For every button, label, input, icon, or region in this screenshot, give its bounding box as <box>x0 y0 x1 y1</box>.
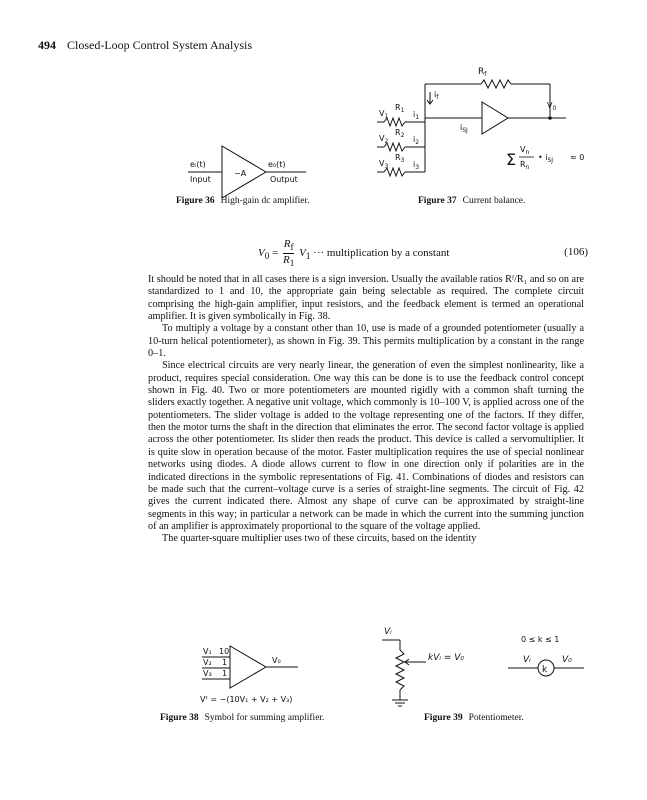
figure-38-caption <box>160 713 324 723</box>
fig37-i3: i <box>413 160 416 169</box>
fig37-rf-resistor <box>481 80 511 88</box>
svg-text:i3: $i_3$ <box>413 160 420 171</box>
svg-text:i2: $i_2$ <box>413 135 420 146</box>
svg-text:V2: $V_2$ <box>379 134 389 145</box>
fig38-g2: 1 <box>222 658 228 667</box>
fig37-sigma: Σ <box>506 150 517 169</box>
fig39-k-symbol <box>538 660 554 676</box>
paragraph: Since electrical circuits are very nearly linear, the generation of even the simplest nonlinearity, like a product, requires special consideration. One way this can be done is to use the feedback control concept shown in Fig. 40. Two or more potentiometers are mounted rigidly with a common shaft turning the sliders exactly together. A negative unit voltage, which commonly is 10–100 V, is applied across one of the potentiometers. The slider voltage is added to the voltage representing one of the factors. If they differ, then the motor turns the shaft in the direction that eliminates the error. The second factor voltage is applied across the other potentiometer. Its slider then reads the product. This device is called a servomultiplier. It is quite slow in operation because of the motor. Faster multiplication requires the use of special nonlinear networks using diodes. A diode allows current to flow in one direction only if polarities are in the indicated directions in the symbolic representations of Fig. 41. Combinations of diodes and resistors can be made such that the current–voltage curve is a series of straight-line segments. The circuit of Fig. 42 gives the current indicated there. Almost any shape of curve can be approximated by straight-line segments in this way; in particular a network can be made in which the current into the summing junction of an amplifier is approximately proportional to the square of the voltage applied. <box>148 360 584 532</box>
fig37-isj: i <box>460 123 463 132</box>
fig37-v3: V <box>379 159 385 168</box>
figure-37-caption-text: Current balance. <box>462 196 526 206</box>
svg-text:Rn: $R_n$ <box>520 160 530 171</box>
fig37-r2: R <box>395 128 401 137</box>
eq-number: (106) <box>564 246 588 258</box>
svg-text:Rf: $R_f$ <box>478 67 487 78</box>
svg-text:R2: $R_2$ <box>395 128 405 139</box>
fig37-v1: V <box>379 109 385 118</box>
svg-text:• iSJ: • $i_{SJ}$ <box>538 153 554 164</box>
fig38-amplifier <box>230 646 266 688</box>
svg-text:Vn: $V_n$ <box>520 145 530 156</box>
fig37-vo: V <box>547 101 553 110</box>
fig39-kvi: kVᵢ = V₀ <box>428 653 465 663</box>
fig36-output-label: Output <box>270 175 298 184</box>
figure-37-caption <box>418 196 525 206</box>
fig38-g3: 1 <box>222 669 228 678</box>
svg-text:R1: $R_1$ <box>395 103 405 114</box>
fig37-r2-resistor <box>384 143 405 151</box>
svg-text:V1: $V_1$ <box>379 109 389 120</box>
fig38-v3: V₃ <box>203 669 212 678</box>
eq-fraction: $\frac{R_f}{R_1}$ <box>283 238 295 269</box>
fig39-k: k <box>542 665 548 675</box>
fig37-r1: R <box>395 103 401 112</box>
fig37-r1-resistor <box>384 118 405 126</box>
svg-text:R3: $R_3$ <box>395 153 405 164</box>
fig37-r3: R <box>395 153 401 162</box>
fig37-i1: i <box>413 110 416 119</box>
eq-equals: = <box>272 247 279 260</box>
fig36-input-signal: eᵢ(t) <box>190 160 206 169</box>
fig36-input-label: Input <box>190 175 211 184</box>
fig39-vi-top: Vᵢ <box>384 627 392 637</box>
fig36-gain: −A <box>234 169 247 178</box>
fig36-output-signal: e₀(t) <box>268 160 286 169</box>
figure-37-label: Figure 37 <box>418 196 457 206</box>
figure-36-caption-text: High-gain dc amplifier. <box>220 196 310 206</box>
figure-36-label: Figure 36 <box>176 196 215 206</box>
figure-38-label: Figure 38 <box>160 713 199 723</box>
fig39-vi: Vᵢ <box>523 655 531 665</box>
svg-text:V0: $V_0$ <box>547 101 557 112</box>
fig37-if: i <box>434 90 437 99</box>
svg-text:V3: $V_3$ <box>379 159 389 170</box>
fig39-potentiometer <box>396 650 404 690</box>
fig37-sum-tail: • i <box>538 153 548 162</box>
fig37-v2: V <box>379 134 385 143</box>
fig38-vo: V₀ <box>272 656 281 665</box>
svg-text:if: $i_f$ <box>434 90 439 101</box>
running-title: Closed-Loop Control System Analysis <box>67 38 253 52</box>
paragraph: It should be noted that in all cases there is a sign inversion. Usually the available ratios Rᶠ/R₁ and so on are standardized to 1 and 10, the appropriate gain being selectable as required. The complete circuit comprising the high-gain amplifier, input resistors, and the feedback element is termed an operational amplifier. It is given symbolically in Fig. 38. <box>148 274 584 323</box>
eq-tail: ··· multiplication by a constant <box>313 247 450 260</box>
fig37-r3-resistor <box>384 168 405 176</box>
eq-lhs: $V_0$ <box>258 247 270 262</box>
fig37-amplifier <box>482 102 508 134</box>
fig37-i2: i <box>413 135 416 144</box>
figure-39-caption-text: Potentiometer. <box>468 713 524 723</box>
fig36-amplifier-triangle <box>222 146 266 198</box>
fig39-range: 0 ≤ k ≤ 1 <box>521 635 560 644</box>
fig38-v2: V₂ <box>203 658 212 667</box>
paragraph: The quarter-square multiplier uses two of these circuits, based on the identity <box>162 533 477 545</box>
paragraph: To multiply a voltage by a constant other than 10, use is made of a grounded potentiometer (usually a 10-turn helical potentiometer), as shown in Fig. 39. This permits multiplication by a constant in the range 0–1. <box>148 323 584 360</box>
page-number: 494 <box>38 38 56 52</box>
fig37-sum-vn: V <box>520 145 526 154</box>
figure-39-label: Figure 39 <box>424 713 463 723</box>
fig37-rf: R <box>478 67 485 77</box>
svg-text:iSJ: $i_{SJ}$ <box>460 123 468 134</box>
figure-39-caption <box>424 713 524 723</box>
figure-36-caption <box>176 196 310 206</box>
svg-text:i1: $i_1$ <box>413 110 420 121</box>
fig37-sum-approx: ≈ 0 <box>570 153 585 162</box>
figure-38-caption-text: Symbol for summing amplifier. <box>204 713 325 723</box>
equation-106 <box>258 238 588 268</box>
fig38-g1: 10 <box>219 647 230 656</box>
fig38-v1: V₁ <box>203 647 212 656</box>
body-text <box>148 274 584 546</box>
eq-rhs: $V_1$ <box>299 247 311 262</box>
fig39-vo: V₀ <box>562 655 572 665</box>
page-header <box>38 38 252 53</box>
fig37-sum-rn: R <box>520 160 526 169</box>
fig38-formula: Vᶠ = −(10V₁ + V₂ + V₃) <box>200 695 293 704</box>
